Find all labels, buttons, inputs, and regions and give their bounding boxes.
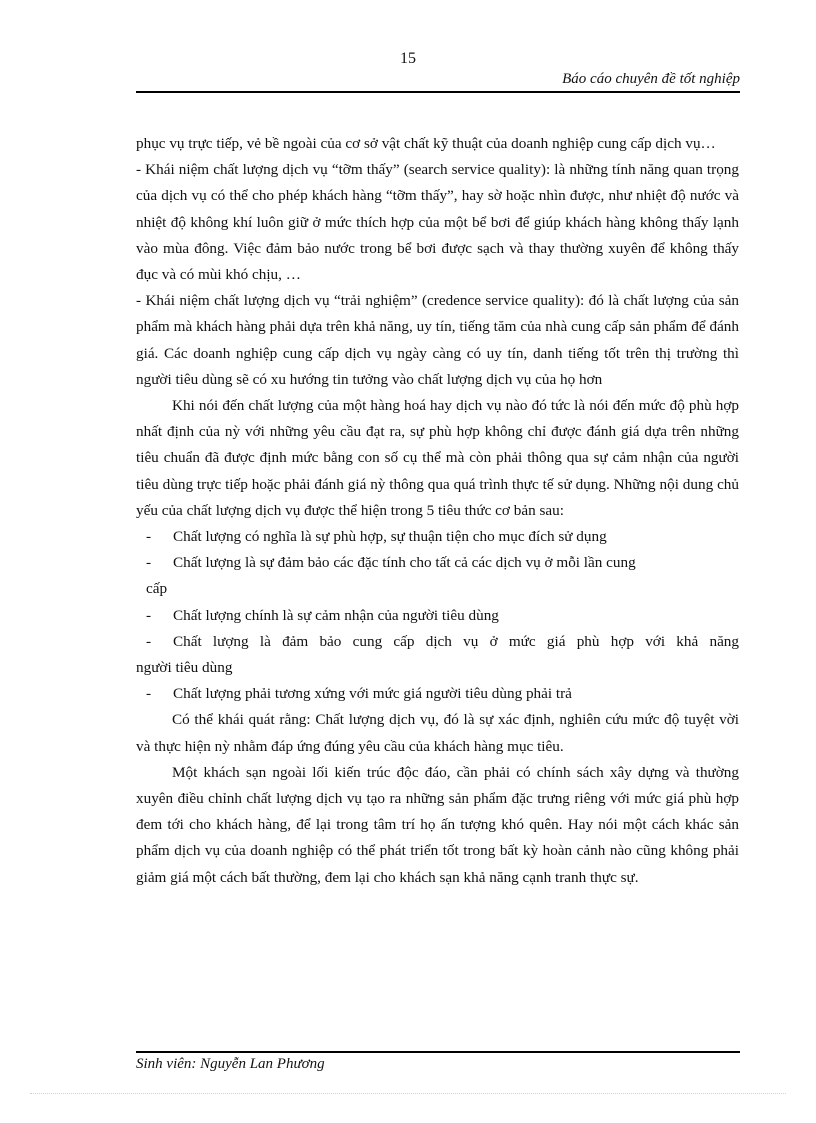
bullet-text: Chất lượng có nghĩa là sự phù hợp, sự thuận tiện cho mục đích sử dụng — [173, 528, 607, 546]
page-number: 15 — [400, 50, 416, 67]
bullet-text: Chất lượng chính là sự cảm nhận của người tiêu dùng — [173, 606, 499, 624]
bullet-dash: - — [146, 528, 152, 546]
bullet-dash: - — [146, 632, 152, 650]
bullet-item — [136, 550, 739, 602]
bullet-first-line — [136, 550, 739, 576]
bullet-item — [136, 629, 739, 681]
bullet-item — [136, 603, 739, 629]
bullet-dash: - — [146, 685, 152, 703]
footer-rule — [136, 1051, 740, 1053]
bullet-item — [136, 524, 739, 550]
bullet-first-line — [136, 629, 739, 655]
paragraph: phục vụ trực tiếp, vẻ bề ngoài của cơ sở vật chất kỹ thuật của doanh nghiệp cung cấp dịch vụ… — [136, 135, 716, 152]
bullet-text: Chất lượng là sự đảm bảo các đặc tính cho tất cả các dịch vụ ở mỗi lần cung — [173, 554, 636, 572]
header-title: Báo cáo chuyên đề tốt nghiệp — [562, 71, 740, 87]
paragraph-summary: Có thể khái quát rằng: Chất lượng dịch vụ, đó là sự xác định, nghiên cứu mức độ tuyệt vời và thực hiện nỳ nhằm đáp ứng đúng yêu cầu của khách hàng mục tiêu. — [136, 711, 739, 755]
paragraph-quality-definition: Khi nói đến chất lượng của một hàng hoá hay dịch vụ nào đó tức là nói đến mức độ phù hợp nhất định của nỳ với những yêu cầu đạt ra, sự phù hợp không chỉ được đánh giá dựa trên những tiêu chuẩn đã được định mức bằng con số cụ thể mà còn phải thông qua sự cảm nhận của người tiêu dùng trực tiếp hoặc phải đánh giá nỳ thông qua quá trình thực tế sử dụng. Những nội dung chủ yếu của chất lượng dịch vụ được thể hiện trong 5 tiêu thức cơ bản sau: — [136, 397, 739, 519]
bullet-text-continued: người tiêu dùng — [136, 659, 233, 677]
footer-author: Sinh viên: Nguyễn Lan Phương — [136, 1056, 325, 1072]
page-bottom-dotted-border — [30, 1093, 786, 1094]
paragraph-hotel: Một khách sạn ngoài lối kiến trúc độc đáo, cần phải có chính sách xây dựng và thường xuyên điều chỉnh chất lượng dịch vụ tạo ra những sản phẩm đặc trưng riêng với mức giá phù hợp đem tới cho khách hàng, để lại trong tâm trí họ ấn tượng khó quên. Hay nói một cách khác sản phẩm dịch vụ của doanh nghiệp có thể phát triển tốt trong bất kỳ hoàn cảnh nào cũng không phải giảm giá một cách bất thường, đem lại cho khách sạn khả năng cạnh tranh thực sự. — [136, 763, 739, 886]
bullet-text: Chất lượng là đảm bảo cung cấp dịch vụ ở mức giá phù hợp với khả năng — [173, 632, 739, 650]
paragraph-credence-quality: - Khái niệm chất lượng dịch vụ “trải nghiệm” (credence service quality): đó là chất lượng của sản phẩm mà khách hàng phải dựa trên khả năng, uy tín, tiếng tăm của nhà cung cấp sản phẩm để đánh giá. Các doanh nghiệp cung cấp dịch vụ ngày càng có uy tín, danh tiếng tốt trên thị trường thì người tiêu dùng sẽ có xu hướng tin tưởng vào chất lượng dịch vụ của họ hơn — [136, 292, 739, 388]
bullet-dash: - — [146, 554, 152, 572]
header-rule — [136, 91, 740, 93]
bullet-item — [136, 681, 739, 707]
document-body — [136, 131, 739, 891]
bullet-dash: - — [146, 606, 152, 624]
bullet-text-continued: cấp — [146, 580, 168, 598]
bullet-text: Chất lượng phải tương xứng với mức giá người tiêu dùng phải trả — [173, 685, 572, 703]
paragraph-search-quality: - Khái niệm chất lượng dịch vụ “tỡm thấy” (search service quality): là những tính năng quan trọng của dịch vụ có thể cho phép khách hàng “tỡm thấy”, hay sờ hoặc nhìn được, như nhiệt độ nước và nhiệt độ không khí luôn giữ ở mức thích hợp của một bể bơi để giúp khách hàng không thấy lạnh vào mùa đông. Việc đảm bảo nước trong bể bơi được sạch và thay thường xuyên để không thấy đục và có mùi khó chịu, … — [136, 161, 739, 284]
